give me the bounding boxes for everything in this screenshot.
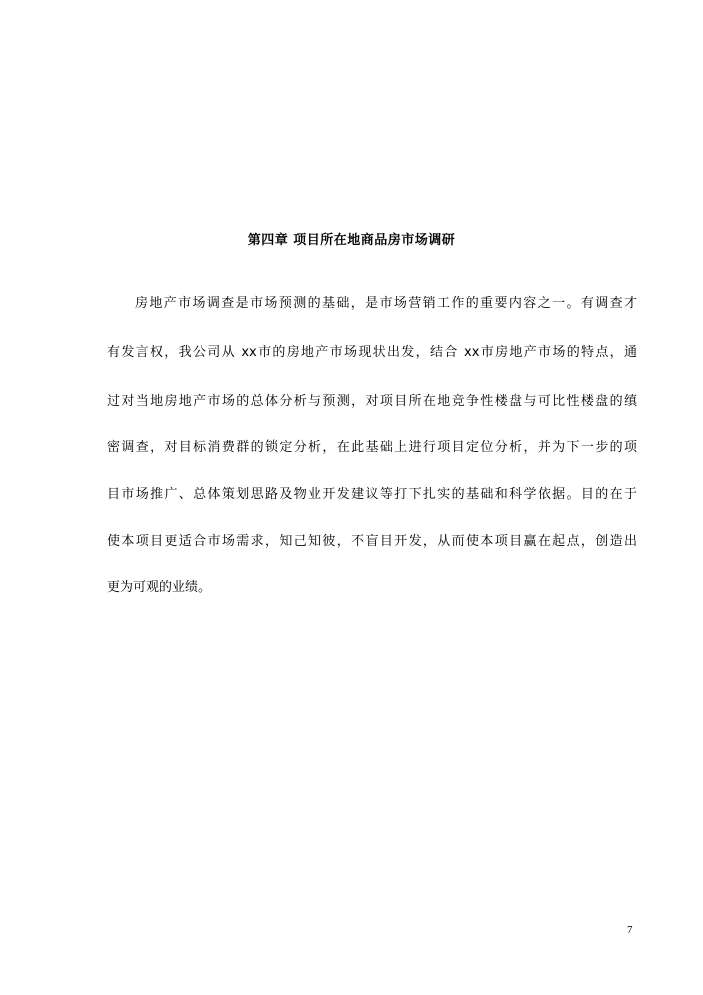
- page-number: 7: [627, 924, 633, 936]
- paragraph-line: 过对当地房地产市场的总体分析与预测，对项目所在地竞争性楼盘与可比性楼盘的缜: [107, 394, 637, 409]
- paragraph-line: 目市场推广、总体策划思路及物业开发建议等打下扎实的基础和科学依据。目的在于: [107, 487, 637, 502]
- paragraph-line: 有发言权，我公司从 xx市的房地产市场现状出发，结合 xx市房地产市场的特点，通: [107, 345, 637, 360]
- paragraph-line: 使本项目更适合市场需求，知己知彼，不盲目开发，从而使本项目赢在起点，创造出: [107, 534, 637, 549]
- paragraph-line: 房地产市场调查是市场预测的基础，是市场营销工作的重要内容之一。有调查才: [135, 296, 637, 311]
- paragraph-line: 密调查，对目标消费群的锁定分析，在此基础上进行项目定位分析，并为下一步的项: [107, 440, 637, 455]
- chapter-title: 第四章 项目所在地商品房市场调研: [247, 233, 456, 248]
- paragraph-line: 更为可观的业绩。: [107, 580, 212, 595]
